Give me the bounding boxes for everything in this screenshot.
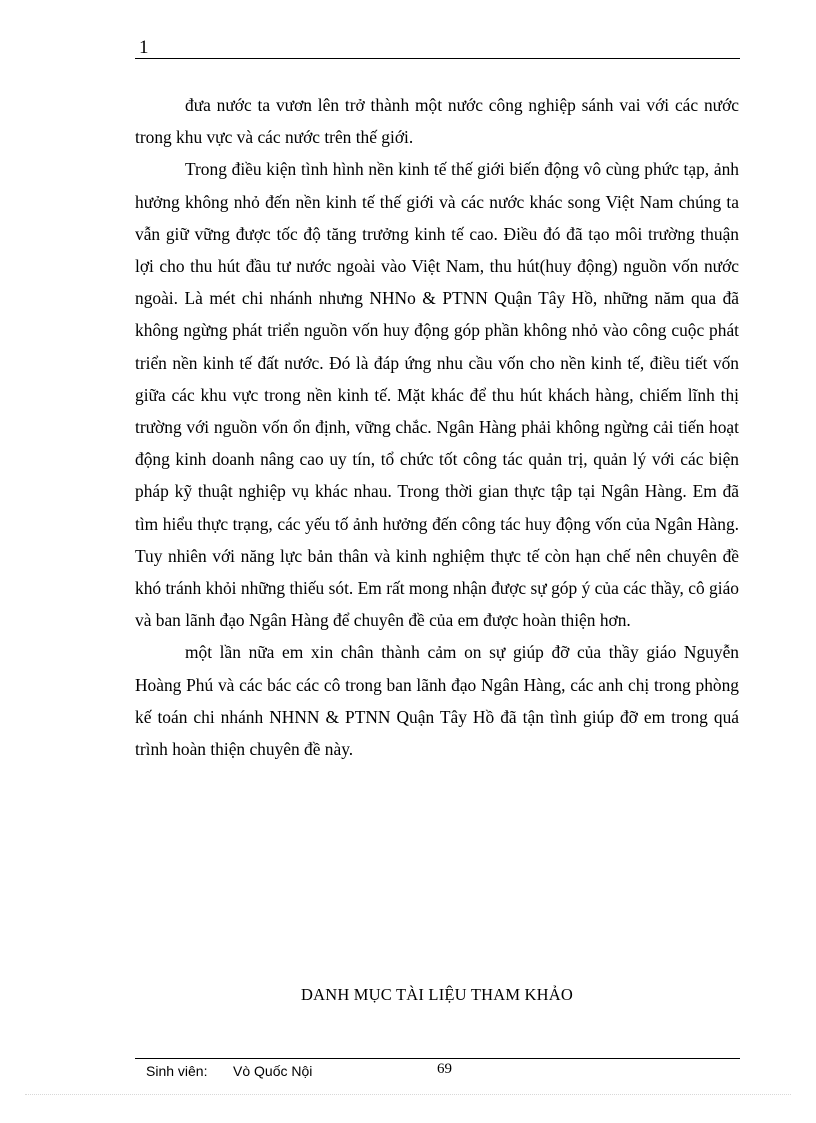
paragraph-thanks: một lần nữa em xin chân thành cảm on sự giúp đỡ của thầy giáo Nguyễn Hoàng Phú và các bác các cô trong ban lãnh đạo Ngân Hàng, các anh chị trong phòng kế toán chi nhánh NHNN & PTNN Quận Tây Hồ đã tận tình giúp đỡ em trong quá trình hoàn thiện chuyên đề này. [135,642,739,760]
footer-student-name: Vò Quốc Nội [233,1063,313,1079]
footer-divider [135,1058,740,1059]
references-heading: DANH MỤC TÀI LIỆU THAM KHẢO [301,985,573,1004]
paragraph-continuation: đưa nước ta vươn lên trở thành một nước công nghiệp sánh vai với các nước trong khu vực và các nước trên thế giới. [135,95,739,148]
body-text [135,89,739,765]
footer-page-number: 69 [437,1061,452,1077]
header-divider [135,58,740,59]
paragraph-intro: Trong điều kiện tình hình nền kinh tế thế giới biến động vô cùng phức tạp, ảnh hưởng không nhỏ đến nền kinh tế thế giới và các nước khác song Việt Nam chúng ta vẫn giữ vững được tốc độ tăng trưởng kinh tế cao. Điều đó đã tạo môi trường thuận lợi cho thu hút đầu tư nước ngoài vào Việt Nam, thu hút(huy động) nguồn vốn nước ngoài. Là mét chi nhánh nhưng NHNo & PTNN Quận Tây Hồ, những năm qua đã không ngừng phát triển nguồn vốn huy động góp phần không nhỏ vào công cuộc phát triển nền kinh tế đất nước. Đó là đáp ứng nhu cầu vốn cho nền kinh tế, điều tiết vốn giữa các khu vực trong nền kinh tế. Mặt khác để thu hút khách hàng, chiếm lĩnh thị trường với nguồn vốn ổn định, vững chắc. Ngân Hàng phải không ngừng cải tiến hoạt động kinh doanh nâng cao uy tín, tổ chức tốt công tác quản trị, quản lý với các biện pháp kỹ thuật nghiệp vụ khác nhau. Trong thời gian thực tập tại Ngân Hàng. Em đã tìm hiểu thực trạng, các yếu tố ảnh hưởng đến công tác huy động vốn của Ngân Hàng. Tuy nhiên với năng lực bản thân và kinh nghiệm thực tế còn hạn chế nên chuyên đề khó tránh khỏi những thiếu sót. Em rất mong nhận được sự góp ý của các thầy, cô giáo và ban lãnh đạo Ngân Hàng để chuyên đề của em được hoàn thiện hơn. [135,159,739,631]
footer-student-label: Sinh viên: [146,1063,208,1079]
header-page-marker: 1 [139,37,149,58]
page-bottom-edge [25,1094,791,1095]
